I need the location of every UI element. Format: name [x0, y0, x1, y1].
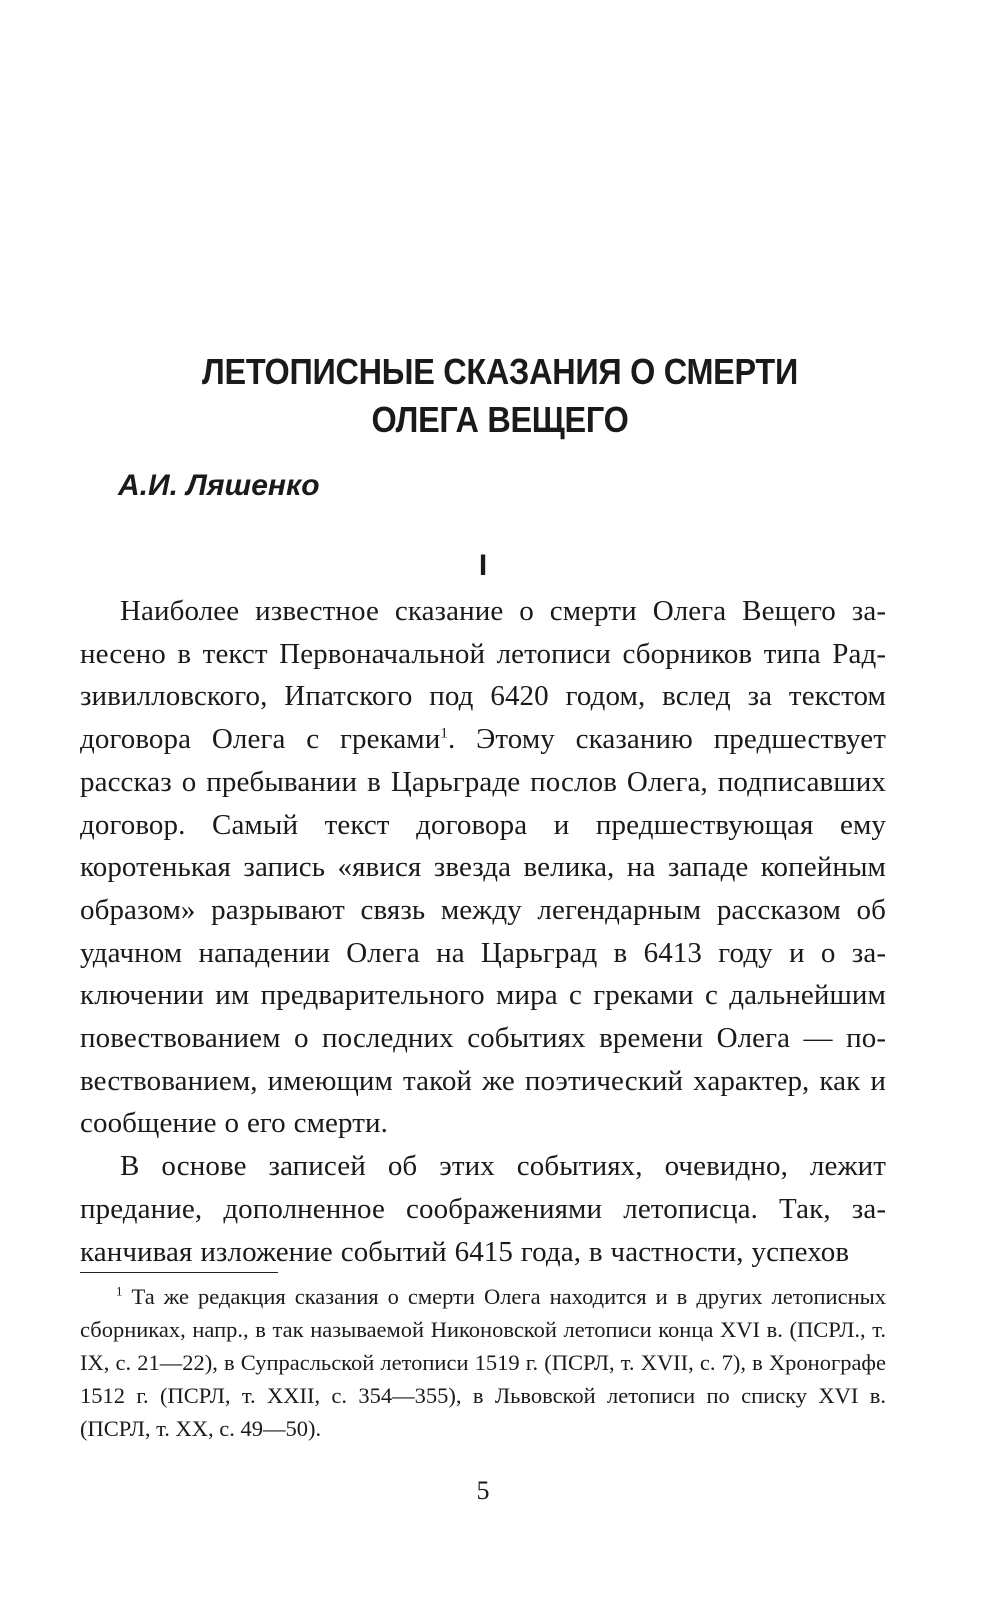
footnote-mark: 1 [116, 1283, 123, 1299]
section-number: I [478, 549, 488, 582]
chapter-title-line-1: ЛЕТОПИСНЫЕ СКАЗАНИЯ О СМЕРТИ [202, 351, 798, 392]
footnote-divider [80, 1272, 278, 1273]
chapter-title [122, 348, 878, 444]
main-text [80, 590, 886, 1273]
paragraph-1-end: . Этому сказанию предшествует рассказ о пребывании в Царьграде послов Олега, подписавших договор. Самый текст договора и предшествующая ему коротенькая запись «явися звезда велика, на западе копейным образом» разрывают связь между легендарным рассказом об удачном нападении Олега на Царьград в 6413 году и о заключении им предварительного мира с греками с дальнейшим повествованием о последних событиях времени Олега — повествованием, имеющим такой же поэтический характер, как и сообщение о его смерти. [80, 723, 886, 1140]
author-name: А.И. Ляшенко [118, 469, 320, 502]
footnote [80, 1280, 886, 1445]
footnote-text: Та же редакция сказания о смерти Олега находится и в других летописных сборниках, напр., в так называемой Никоновской летописи конца XVI в. (ПСРЛ., т. IX, с. 21—22), в Супрасльской летописи 1519 г. (ПСРЛ, т. XVII, с. 7), в Хронографе 1512 г. (ПСРЛ, т. XXII, с. 354—355), в Львовской летописи по списку XVI в. (ПСРЛ, т. XX, с. 49—50). [80, 1284, 886, 1441]
footnote-reference[interactable]: 1 [440, 725, 448, 742]
page-number: 5 [476, 1476, 490, 1505]
paragraph-2: В основе записей об этих событиях, очевидно, лежит предание, дополненное соображениями летописца. Так, заканчивая изложение событий 6415 года, в частности, успехов [80, 1150, 886, 1268]
paragraph-1-start: Наиболее известное сказание о смерти Олега Вещего занесено в текст Первоначальной летописи сборников типа Радзивилловского, Ипатского под 6420 годом, вслед за текстом договора Олега с греками [80, 595, 886, 756]
paragraph-1 [80, 590, 886, 1145]
chapter-title-line-2: ОЛЕГА ВЕЩЕГО [371, 399, 629, 440]
